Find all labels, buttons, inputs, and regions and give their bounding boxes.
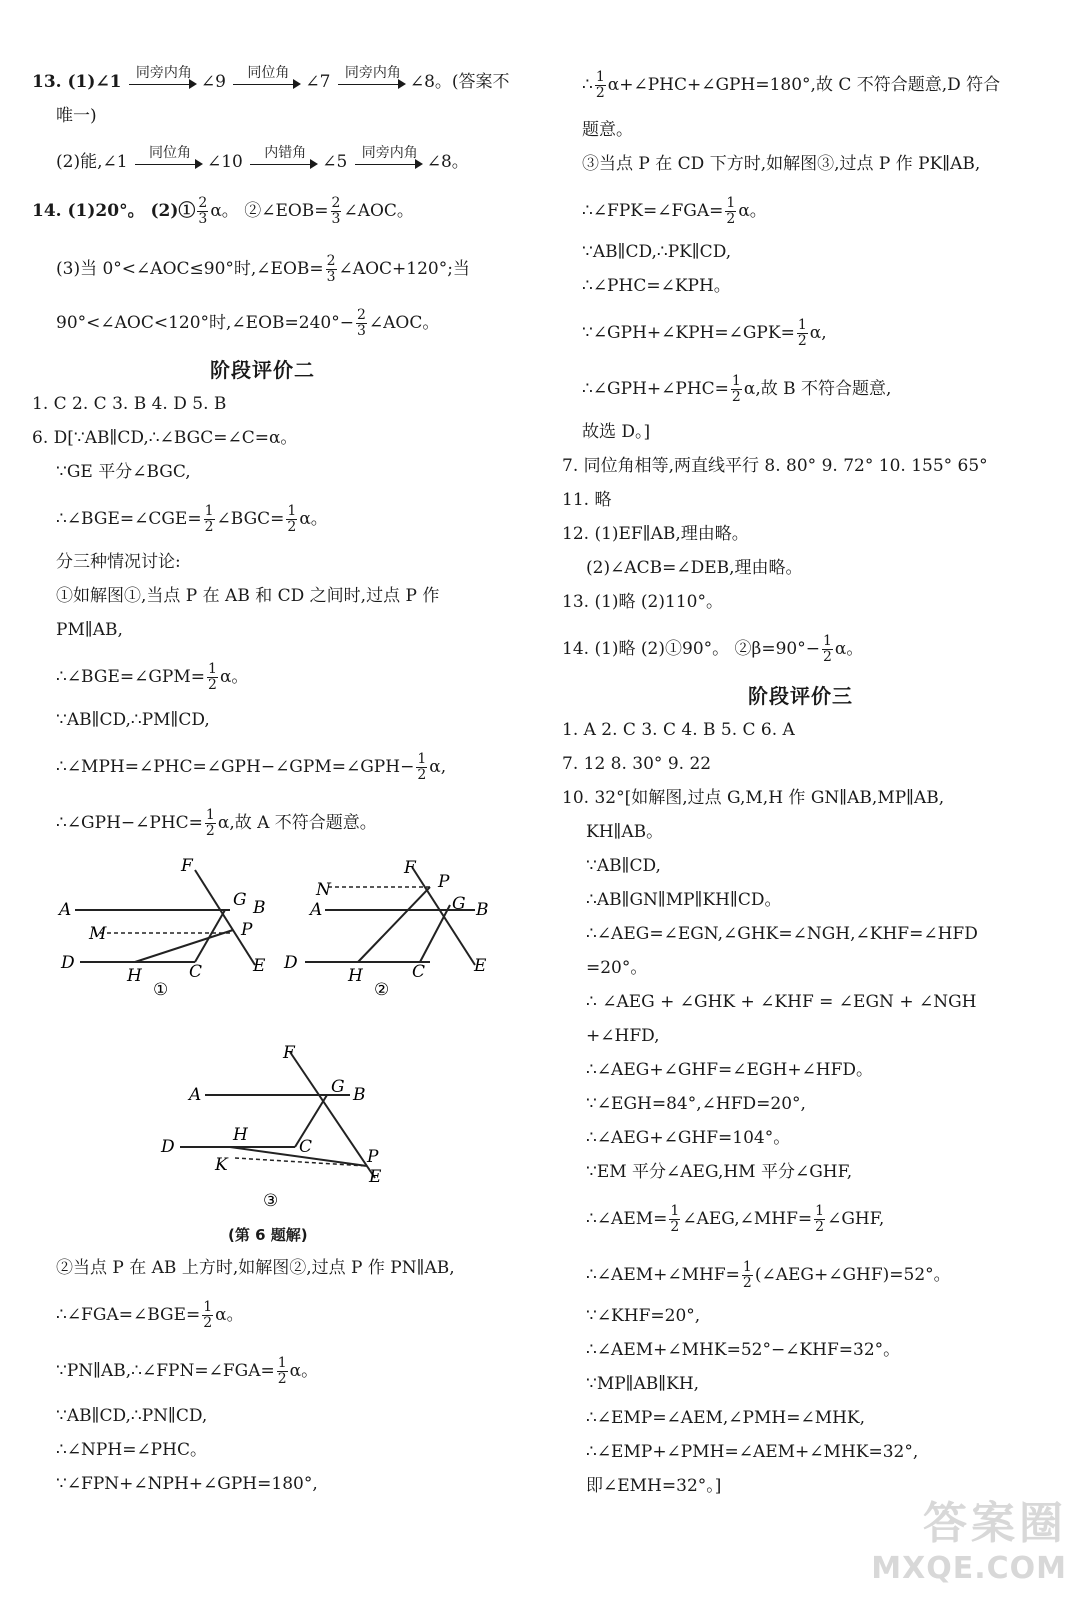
r-line20: ∵AB∥CD,	[586, 856, 661, 876]
s2-q6-line8: ∵AB∥CD,∴PM∥CD,	[56, 710, 210, 730]
label-D: D	[284, 953, 298, 973]
angle-label: ∠8。	[426, 152, 469, 172]
label-E: E	[369, 1167, 382, 1187]
label-A: A	[59, 900, 72, 920]
q13-line1	[32, 64, 510, 94]
r-line11: 11. 略	[562, 490, 612, 510]
text: α,故 A 不符合题意。	[217, 813, 377, 833]
s2-q6-line16: ∵∠FPN+∠NPH+∠GPH=180°,	[56, 1474, 318, 1494]
label-A: A	[189, 1085, 202, 1105]
label-B: B	[353, 1085, 366, 1105]
text: ∴∠BGE=∠CGE=	[56, 509, 202, 529]
r-line12: 12. (1)EF∥AB,理由略。	[562, 524, 749, 544]
r-line36: ∴∠EMP+∠PMH=∠AEM+∠MHK=32°,	[586, 1442, 919, 1462]
arrow-4	[135, 144, 205, 173]
text: ∴∠MPH=∠PHC=∠GPH−∠GPM=∠GPH−	[56, 757, 415, 777]
r-line19: KH∥AB。	[586, 822, 664, 842]
text: 14. (1)20°。 (2)①	[32, 201, 196, 221]
s2-q6-line9	[56, 752, 446, 783]
text: ∠GHF,	[827, 1209, 885, 1229]
fraction: $\frac{2}{3}$	[198, 195, 208, 227]
label-H: H	[348, 966, 363, 986]
r-line24: ∴ ∠AEG + ∠GHK + ∠KHF = ∠EGN + ∠NGH	[586, 992, 977, 1012]
section-title-3: 阶段评价三	[748, 684, 853, 708]
text: ∴∠FGA=∠BGE=	[56, 1305, 201, 1325]
label-D: D	[61, 953, 75, 973]
fraction: $\frac{1}{2}$	[205, 807, 215, 839]
s2-q6-line2: ∵GE 平分∠BGC,	[56, 462, 191, 482]
label-B: B	[253, 898, 266, 918]
figure-1	[55, 855, 280, 1000]
r-line21: ∴AB∥GN∥MP∥KH∥CD。	[586, 890, 782, 910]
text: ∠BGC=	[216, 509, 285, 529]
arrow-label: 同旁内角	[344, 64, 401, 81]
s2-q6-line5: ①如解图①,当点 P 在 AB 和 CD 之间时,过点 P 作	[56, 586, 440, 606]
r-line27: ∵∠EGH=84°,∠HFD=20°,	[586, 1094, 806, 1114]
r-line17: 7. 12 8. 30° 9. 22	[562, 754, 712, 774]
label-C: C	[189, 962, 203, 982]
text: ∴∠GPH−∠PHC=	[56, 813, 203, 833]
r-line2: 题意。	[582, 120, 633, 140]
label-P: P	[438, 872, 450, 892]
fraction: $\frac{1}{2}$	[595, 69, 605, 101]
text: α。	[834, 639, 864, 659]
s2-q6-line1: 6. D[∵AB∥CD,∴∠BGC=∠C=α。	[32, 428, 298, 448]
r-line4	[582, 196, 767, 227]
fraction: $\frac{1}{2}$	[417, 751, 427, 783]
angle-label: ∠8。(答案不	[409, 72, 510, 92]
r-line35: ∴∠EMP=∠AEM,∠PMH=∠MHK,	[586, 1408, 866, 1428]
s2-q6-line11: ②当点 P 在 AB 上方时,如解图②,过点 P 作 PN∥AB,	[56, 1258, 455, 1278]
text: α,	[809, 323, 827, 343]
text: α,	[429, 757, 447, 777]
label-M: M	[89, 924, 107, 944]
s2-answers-1-5: 1. C 2. C 3. B 4. D 5. B	[32, 394, 227, 414]
text: α,故 B 不符合题意,	[743, 379, 892, 399]
label-F: F	[181, 856, 193, 876]
label-P: P	[367, 1147, 379, 1167]
s2-q6-line3	[56, 504, 328, 535]
r-line25: +∠HFD,	[586, 1026, 660, 1046]
label-G: G	[233, 890, 247, 910]
fraction: $\frac{2}{3}$	[356, 307, 366, 339]
q14-line1	[32, 196, 414, 227]
r-line33: ∴∠AEM+∠MHK=52°−∠KHF=32°。	[586, 1340, 901, 1360]
arrow-label: 同位角	[148, 144, 191, 161]
s2-q6-line7	[56, 662, 248, 693]
fraction: $\frac{1}{2}$	[797, 317, 807, 349]
angle-label: ∠10	[206, 152, 243, 172]
r-line16: 1. A 2. C 3. C 4. B 5. C 6. A	[562, 720, 795, 740]
text: ∴∠AEM+∠MHF=	[586, 1265, 740, 1285]
text: 90°<∠AOC<120°时,∠EOB=240°−	[56, 313, 354, 333]
r-line30	[586, 1204, 884, 1235]
text: α+∠PHC+∠GPH=180°,故 C 不符合题意,D 符合	[607, 75, 1001, 95]
fraction: $\frac{1}{2}$	[731, 373, 741, 405]
fraction: $\frac{1}{2}$	[204, 503, 214, 535]
r-line10: 7. 同位角相等,两直线平行 8. 80° 9. 72° 10. 155° 65°	[562, 456, 988, 476]
text: α。 ②∠EOB=	[210, 201, 329, 221]
r-line37: 即∠EMH=32°。]	[586, 1476, 722, 1496]
arrow-1	[129, 64, 199, 93]
r-line22: ∴∠AEG=∠EGN,∠GHK=∠NGH,∠KHF=∠HFD	[586, 924, 978, 944]
label-F: F	[404, 858, 416, 878]
watermark-line1: 答案圈	[923, 1498, 1067, 1549]
q13-line2: 唯一)	[56, 106, 97, 126]
label-G: G	[452, 894, 466, 914]
figure-2	[280, 855, 505, 1000]
s2-q6-line12	[56, 1300, 244, 1331]
r-line23: =20°。	[586, 958, 648, 978]
fraction: $\frac{1}{2}$	[823, 633, 832, 665]
r-line7	[582, 318, 827, 349]
s2-q6-line4: 分三种情况讨论:	[56, 552, 181, 572]
text: ∠AOC+120°;当	[338, 259, 470, 279]
label-H: H	[233, 1125, 248, 1145]
label-E: E	[474, 956, 487, 976]
q13-part2-prefix: (2)能,∠1	[56, 152, 128, 172]
r-line31	[586, 1260, 951, 1291]
s2-q6-line14: ∵AB∥CD,∴PN∥CD,	[56, 1406, 208, 1426]
r-line29: ∵EM 平分∠AEG,HM 平分∠GHF,	[586, 1162, 853, 1182]
r-line1	[582, 70, 1000, 101]
arrow-2	[233, 64, 303, 93]
r-line3: ③当点 P 在 CD 下方时,如解图③,过点 P 作 PK∥AB,	[582, 154, 981, 174]
text: ∠AOC。	[343, 201, 414, 221]
fraction: $\frac{1}{2}$	[726, 195, 736, 227]
q14-line3	[56, 308, 439, 339]
label-K: K	[215, 1155, 228, 1175]
text: α。	[215, 1305, 244, 1325]
fraction: $\frac{1}{2}$	[815, 1203, 825, 1235]
label-A: A	[310, 900, 323, 920]
arrow-5	[250, 144, 320, 173]
angle-label: ∠5	[322, 152, 348, 172]
arrow-label: 内错角	[264, 144, 307, 161]
figure-number-2: ②	[374, 980, 390, 1000]
text: ∴∠FPK=∠FGA=	[582, 201, 724, 221]
text: α。	[299, 509, 328, 529]
fraction: $\frac{2}{3}$	[326, 253, 336, 285]
text: ∵PN∥AB,∴∠FPN=∠FGA=	[56, 1361, 275, 1381]
text: ∠AEG,∠MHF=	[682, 1209, 813, 1229]
section-title-2: 阶段评价二	[210, 358, 315, 382]
r-line8	[582, 374, 891, 405]
r-line13: (2)∠ACB=∠DEB,理由略。	[586, 558, 803, 578]
text: ∴∠GPH+∠PHC=	[582, 379, 729, 399]
r-line34: ∵MP∥AB∥KH,	[586, 1374, 700, 1394]
arrow-label: 同位角	[247, 64, 290, 81]
label-E: E	[253, 956, 266, 976]
text: α。	[738, 201, 767, 221]
s2-q6-line13	[56, 1356, 318, 1387]
text: 14. (1)略 (2)①90°。 ②β=90°−	[562, 639, 820, 659]
text: α。	[219, 667, 249, 687]
arrow-label: 同旁内角	[361, 144, 418, 161]
figure-3	[155, 1040, 395, 1212]
r-line28: ∴∠AEG+∠GHF=104°。	[586, 1128, 791, 1148]
fraction: $\frac{1}{2}$	[208, 661, 217, 693]
r-line14: 13. (1)略 (2)110°。	[562, 592, 723, 612]
fraction: $\frac{1}{2}$	[670, 1203, 680, 1235]
text: (∠AEG+∠GHF)=52°。	[754, 1265, 951, 1285]
r-line18: 10. 32°[如解图,过点 G,M,H 作 GN∥AB,MP∥AB,	[562, 788, 945, 808]
r-line32: ∵∠KHF=20°,	[586, 1306, 701, 1326]
text: ∵∠GPH+∠KPH=∠GPK=	[582, 323, 795, 343]
label-F: F	[283, 1043, 295, 1063]
fraction: $\frac{1}{2}$	[277, 1355, 287, 1387]
label-P: P	[241, 920, 253, 940]
fraction: $\frac{2}{3}$	[331, 195, 341, 227]
figure-number-3: ③	[263, 1191, 279, 1211]
s2-q6-line15: ∴∠NPH=∠PHC。	[56, 1440, 207, 1460]
fraction: $\frac{1}{2}$	[203, 1299, 213, 1331]
r-line26: ∴∠AEG+∠GHF=∠EGH+∠HFD。	[586, 1060, 874, 1080]
figure-caption: (第 6 题解)	[228, 1226, 308, 1244]
text: ∴∠BGE=∠GPM=	[56, 667, 206, 687]
arrow-6	[355, 144, 425, 173]
q13-line3	[56, 144, 469, 174]
s2-q6-line6: PM∥AB,	[56, 620, 123, 640]
text: ∴	[582, 75, 593, 95]
fraction: $\frac{1}{2}$	[742, 1259, 752, 1291]
angle-label: ∠7	[305, 72, 331, 92]
r-line6: ∴∠PHC=∠KPH。	[582, 276, 731, 296]
label-H: H	[127, 966, 142, 986]
angle-label: ∠9	[200, 72, 226, 92]
q13-part1-prefix: 13. (1)∠1	[32, 72, 122, 92]
arrow-3	[338, 64, 408, 93]
r-line15	[562, 634, 863, 665]
label-D: D	[161, 1137, 175, 1157]
text: ∴∠AEM=	[586, 1209, 668, 1229]
fraction: $\frac{1}{2}$	[287, 503, 297, 535]
r-line5: ∵AB∥CD,∴PK∥CD,	[582, 242, 732, 262]
label-C: C	[299, 1137, 313, 1157]
text: (3)当 0°<∠AOC≤90°时,∠EOB=	[56, 259, 324, 279]
text: ∠AOC。	[368, 313, 440, 333]
text: α。	[289, 1361, 319, 1381]
label-N: N	[316, 880, 331, 900]
label-G: G	[331, 1077, 345, 1097]
q14-line2	[56, 254, 470, 285]
watermark	[871, 1487, 1067, 1586]
label-B: B	[476, 900, 489, 920]
label-C: C	[412, 962, 426, 982]
figure-number-1: ①	[153, 980, 169, 1000]
r-line9: 故选 D。]	[582, 422, 651, 442]
watermark-line2: MXQE.COM	[871, 1551, 1067, 1586]
arrow-label: 同旁内角	[135, 64, 192, 81]
s2-q6-line10	[56, 808, 377, 839]
